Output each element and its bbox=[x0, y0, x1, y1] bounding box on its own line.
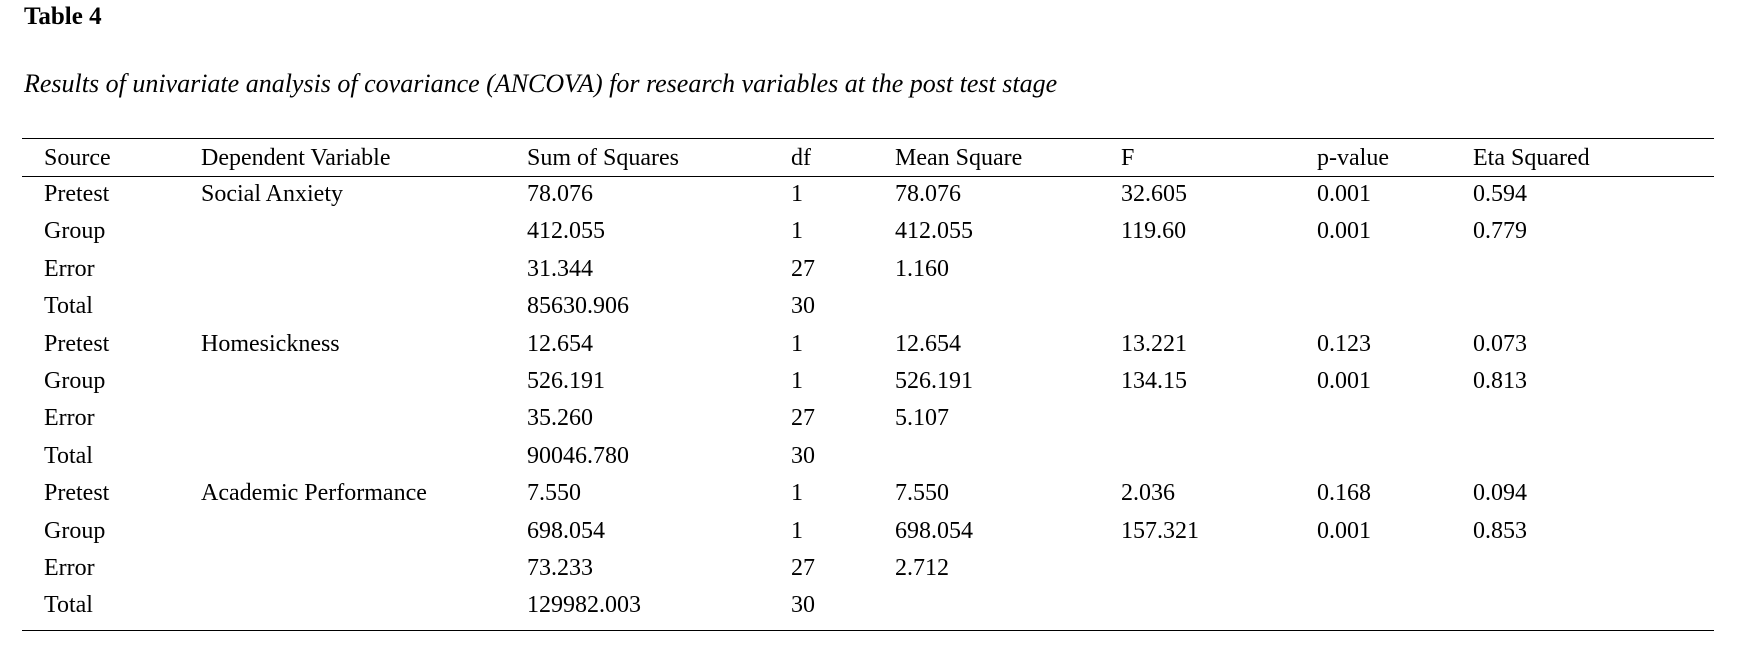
p-value-cell bbox=[1317, 251, 1473, 288]
eta-squared-cell bbox=[1473, 550, 1714, 587]
source-cell: Total bbox=[44, 442, 93, 469]
dependent-variable-cell bbox=[201, 251, 527, 288]
header-df: df bbox=[791, 145, 811, 171]
dependent-variable-cell bbox=[201, 363, 527, 400]
source-cell: Error bbox=[44, 255, 95, 282]
header-p-value: p-value bbox=[1317, 145, 1389, 171]
sum-of-squares-cell: 90046.780 bbox=[527, 442, 629, 469]
eta-squared-cell: 0.594 bbox=[1473, 181, 1527, 207]
mean-square-cell: 12.654 bbox=[895, 330, 961, 357]
df-cell: 30 bbox=[791, 592, 815, 619]
eta-squared-cell: 0.853 bbox=[1473, 517, 1527, 544]
table-caption: Results of univariate analysis of covariance (ANCOVA) for research variables at the post test stage bbox=[24, 69, 1058, 98]
table-row bbox=[22, 213, 1714, 250]
df-cell: 30 bbox=[791, 442, 815, 469]
p-value-cell: 0.123 bbox=[1317, 330, 1371, 357]
p-value-cell bbox=[1317, 550, 1473, 587]
source-cell: Group bbox=[44, 517, 106, 544]
eta-squared-cell: 0.779 bbox=[1473, 218, 1527, 245]
f-cell: 157.321 bbox=[1121, 517, 1199, 544]
sum-of-squares-cell: 35.260 bbox=[527, 405, 593, 432]
mean-square-cell: 698.054 bbox=[895, 517, 973, 544]
df-cell: 1 bbox=[791, 330, 803, 357]
f-cell: 119.60 bbox=[1121, 218, 1187, 245]
source-cell: Pretest bbox=[44, 330, 110, 357]
source-cell: Group bbox=[44, 368, 106, 395]
table-row bbox=[22, 550, 1714, 587]
f-cell: 2.036 bbox=[1121, 480, 1175, 507]
dependent-variable-cell: Social Anxiety bbox=[201, 181, 343, 207]
df-cell: 1 bbox=[791, 218, 803, 245]
dependent-variable-cell bbox=[201, 513, 527, 550]
table-body bbox=[22, 176, 1714, 625]
p-value-cell: 0.001 bbox=[1317, 181, 1371, 207]
sum-of-squares-cell: 698.054 bbox=[527, 517, 605, 544]
table-top-rule bbox=[22, 138, 1714, 139]
table-row bbox=[22, 513, 1714, 550]
dependent-variable-cell bbox=[201, 400, 527, 437]
sum-of-squares-cell: 526.191 bbox=[527, 368, 605, 395]
header-row bbox=[22, 140, 1714, 176]
table-row bbox=[22, 288, 1714, 325]
source-cell: Pretest bbox=[44, 480, 110, 507]
table-bottom-rule bbox=[22, 630, 1714, 631]
df-cell: 1 bbox=[791, 181, 803, 207]
df-cell: 1 bbox=[791, 368, 803, 395]
table-row bbox=[22, 587, 1714, 624]
sum-of-squares-cell: 85630.906 bbox=[527, 293, 629, 320]
dependent-variable-cell bbox=[201, 438, 527, 475]
p-value-cell: 0.168 bbox=[1317, 480, 1371, 507]
sum-of-squares-cell: 7.550 bbox=[527, 480, 581, 507]
dependent-variable-cell: Homesickness bbox=[201, 330, 340, 357]
f-cell bbox=[1121, 288, 1317, 325]
eta-squared-cell bbox=[1473, 288, 1714, 325]
p-value-cell bbox=[1317, 288, 1473, 325]
mean-square-cell: 78.076 bbox=[895, 181, 961, 207]
table-row bbox=[22, 400, 1714, 437]
dependent-variable-cell bbox=[201, 587, 527, 624]
table-row bbox=[22, 475, 1714, 512]
mean-square-cell: 7.550 bbox=[895, 480, 949, 507]
p-value-cell: 0.001 bbox=[1317, 517, 1371, 544]
eta-squared-cell bbox=[1473, 400, 1714, 437]
p-value-cell: 0.001 bbox=[1317, 368, 1371, 395]
header-source: Source bbox=[44, 145, 111, 171]
source-cell: Error bbox=[44, 405, 95, 432]
source-cell: Group bbox=[44, 218, 106, 245]
df-cell: 1 bbox=[791, 480, 803, 507]
eta-squared-cell: 0.094 bbox=[1473, 480, 1527, 507]
mean-square-cell: 5.107 bbox=[895, 405, 949, 432]
df-cell: 1 bbox=[791, 517, 803, 544]
sum-of-squares-cell: 73.233 bbox=[527, 555, 593, 582]
df-cell: 27 bbox=[791, 555, 815, 582]
dependent-variable-cell bbox=[201, 213, 527, 250]
source-cell: Pretest bbox=[44, 181, 110, 207]
eta-squared-cell bbox=[1473, 438, 1714, 475]
f-cell bbox=[1121, 550, 1317, 587]
sum-of-squares-cell: 31.344 bbox=[527, 255, 593, 282]
sum-of-squares-cell: 412.055 bbox=[527, 218, 605, 245]
table-row bbox=[22, 251, 1714, 288]
mean-square-cell: 526.191 bbox=[895, 368, 973, 395]
f-cell bbox=[1121, 438, 1317, 475]
mean-square-cell: 1.160 bbox=[895, 255, 949, 282]
f-cell bbox=[1121, 400, 1317, 437]
header-dependent-variable: Dependent Variable bbox=[201, 145, 391, 171]
table-row bbox=[22, 176, 1714, 213]
f-cell bbox=[1121, 587, 1317, 624]
ancova-table bbox=[22, 140, 1714, 625]
mean-square-cell: 412.055 bbox=[895, 218, 973, 245]
header-eta-squared: Eta Squared bbox=[1473, 145, 1590, 171]
dependent-variable-cell bbox=[201, 288, 527, 325]
dependent-variable-cell bbox=[201, 550, 527, 587]
eta-squared-cell: 0.073 bbox=[1473, 330, 1527, 357]
dependent-variable-cell: Academic Performance bbox=[201, 480, 427, 507]
eta-squared-cell: 0.813 bbox=[1473, 368, 1527, 395]
table-label: Table 4 bbox=[24, 3, 102, 30]
mean-square-cell: 2.712 bbox=[895, 555, 949, 582]
header-f: F bbox=[1121, 145, 1135, 171]
header-sum-of-squares: Sum of Squares bbox=[527, 145, 679, 171]
mean-square-cell bbox=[895, 288, 1121, 325]
sum-of-squares-cell: 78.076 bbox=[527, 181, 593, 207]
source-cell: Total bbox=[44, 592, 93, 619]
sum-of-squares-cell: 129982.003 bbox=[527, 592, 641, 619]
table-row bbox=[22, 363, 1714, 400]
mean-square-cell bbox=[895, 587, 1121, 624]
f-cell bbox=[1121, 251, 1317, 288]
sum-of-squares-cell: 12.654 bbox=[527, 330, 593, 357]
header-mean-square: Mean Square bbox=[895, 145, 1023, 171]
f-cell: 134.15 bbox=[1121, 368, 1187, 395]
df-cell: 27 bbox=[791, 255, 815, 282]
f-cell: 13.221 bbox=[1121, 330, 1187, 357]
f-cell: 32.605 bbox=[1121, 181, 1187, 207]
table-row bbox=[22, 438, 1714, 475]
p-value-cell bbox=[1317, 438, 1473, 475]
eta-squared-cell bbox=[1473, 587, 1714, 624]
source-cell: Total bbox=[44, 293, 93, 320]
source-cell: Error bbox=[44, 555, 95, 582]
table-row bbox=[22, 326, 1714, 363]
df-cell: 30 bbox=[791, 293, 815, 320]
p-value-cell bbox=[1317, 587, 1473, 624]
mean-square-cell bbox=[895, 438, 1121, 475]
p-value-cell bbox=[1317, 400, 1473, 437]
df-cell: 27 bbox=[791, 405, 815, 432]
p-value-cell: 0.001 bbox=[1317, 218, 1371, 245]
eta-squared-cell bbox=[1473, 251, 1714, 288]
